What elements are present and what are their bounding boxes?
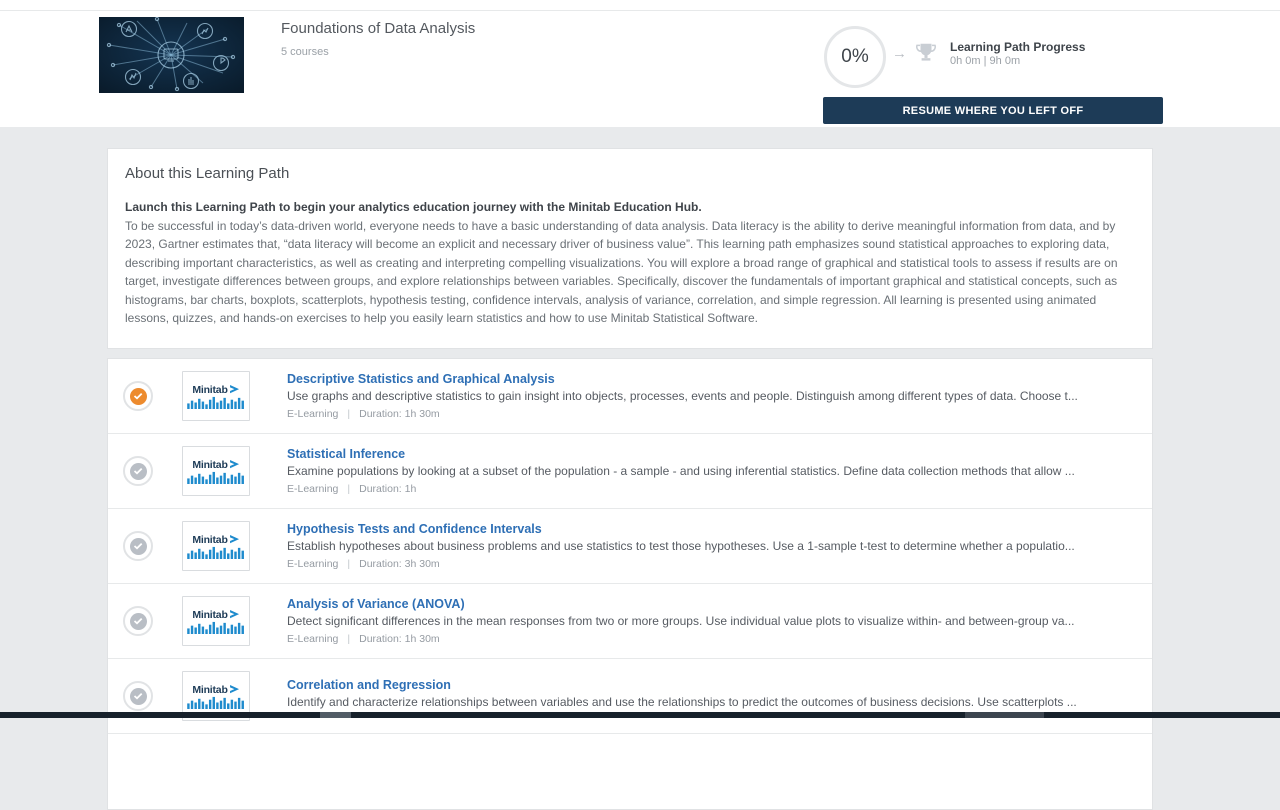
- about-heading: About this Learning Path: [125, 165, 290, 182]
- minitab-logo: Minitab: [182, 671, 250, 721]
- course-row[interactable]: [108, 359, 1152, 434]
- histogram-icon: [187, 696, 245, 709]
- course-meta: E-Learning | Duration: 3h 30m: [287, 558, 440, 570]
- minitab-mark-icon: [230, 685, 240, 694]
- course-row[interactable]: [108, 434, 1152, 509]
- minitab-logo: Minitab: [182, 521, 250, 571]
- page-title: Foundations of Data Analysis: [281, 20, 476, 37]
- minitab-logo: Minitab: [182, 596, 250, 646]
- course-description: Examine populations by looking at a subset of the population - a sample - and using inferential statistics. Define data collection methods that allow ...: [287, 464, 1075, 478]
- about-body: To be successful in today’s data-driven world, everyone needs to have a basic understanding of data analysis. Data literacy is the ability to derive meaningful information from data, and by 2023, Gartner estimates that, “data literacy will become an explicit and necessary driver of business value”. This learning path emphasizes sound statistical approaches to exploring data, describing important characteristics, as well as creating and interpreting compelling visualizations. You will explore a broad range of graphical and statistical tools to assess if results are on target, investigate differences between groups, and explore relationships between variables. Specifically, discover the fundamentals of important graphical and statistical concepts, such as histograms, bar charts, boxplots, scatterplots, hypothesis testing, confidence intervals, analysis of variance, correlation, and simple regression. All learning is presented using animated lessons, quizzes, and hands-on exercises to help you easily learn statistics and how to use Minitab Statistical Software.: [125, 218, 1118, 325]
- course-status-icon: [123, 456, 153, 486]
- histogram-icon: [187, 621, 245, 634]
- course-list: [107, 358, 1153, 810]
- progress-percent: 0%: [841, 46, 869, 67]
- course-meta: E-Learning | Duration: 1h 30m: [287, 633, 440, 645]
- course-status-icon: [123, 531, 153, 561]
- course-row[interactable]: [108, 509, 1152, 584]
- course-description: Detect significant differences in the mean responses from two or more groups. Use individual value plots to visualize within- and between-group va...: [287, 614, 1075, 628]
- course-description: Use graphs and descriptive statistics to gain insight into objects, processes, events and people. Distinguish among different types of data. Choose t...: [287, 389, 1078, 403]
- course-row[interactable]: [108, 584, 1152, 659]
- course-title-link[interactable]: Correlation and Regression: [287, 678, 451, 692]
- course-title-link[interactable]: Statistical Inference: [287, 447, 406, 461]
- course-status-icon: [123, 381, 153, 411]
- minitab-logo: Minitab: [182, 371, 250, 421]
- minitab-logo: Minitab: [182, 446, 250, 496]
- histogram-icon: [187, 396, 245, 409]
- header-divider: [0, 10, 1280, 11]
- bottom-bar-segment: [320, 712, 351, 718]
- minitab-mark-icon: [230, 535, 240, 544]
- minitab-mark-icon: [230, 460, 240, 469]
- about-card: [107, 148, 1153, 349]
- course-status-icon: [123, 606, 153, 636]
- histogram-icon: [187, 471, 245, 484]
- course-status-icon: [123, 681, 153, 711]
- course-title-link[interactable]: Descriptive Statistics and Graphical Analysis: [287, 372, 555, 386]
- course-title-link[interactable]: Analysis of Variance (ANOVA): [287, 597, 465, 611]
- progress-circle: [824, 26, 886, 88]
- learning-path-header: [0, 0, 1280, 127]
- arrow-right-icon: →: [892, 45, 907, 62]
- course-title-link[interactable]: Hypothesis Tests and Confidence Intervals: [287, 522, 542, 536]
- course-meta: E-Learning | Duration: 1h 30m: [287, 408, 440, 420]
- histogram-icon: [187, 546, 245, 559]
- learning-path-thumbnail: [99, 17, 244, 93]
- course-description: Establish hypotheses about business problems and use statistics to test those hypotheses. Use a 1-sample t-test to determine whether a populatio...: [287, 539, 1075, 553]
- progress-time: 0h 0m | 9h 0m: [950, 55, 1021, 67]
- course-meta: E-Learning | Duration: 1h: [287, 483, 417, 495]
- resume-button[interactable]: RESUME WHERE YOU LEFT OFF: [823, 97, 1163, 124]
- course-count: 5 courses: [281, 46, 329, 58]
- about-intro: Launch this Learning Path to begin your analytics education journey with the Minitab Education Hub.: [125, 200, 702, 214]
- bottom-edge-bar: [0, 712, 1280, 718]
- progress-label: Learning Path Progress: [950, 40, 1086, 54]
- minitab-mark-icon: [230, 610, 240, 619]
- minitab-mark-icon: [230, 385, 240, 394]
- course-description: Identify and characterize relationships between variables and use the relationships to predict the outcomes of business decisions. Use scatterplots ...: [287, 695, 1077, 709]
- course-row[interactable]: [108, 659, 1152, 734]
- trophy-icon: [915, 42, 937, 62]
- bottom-bar-segment: [965, 712, 1044, 718]
